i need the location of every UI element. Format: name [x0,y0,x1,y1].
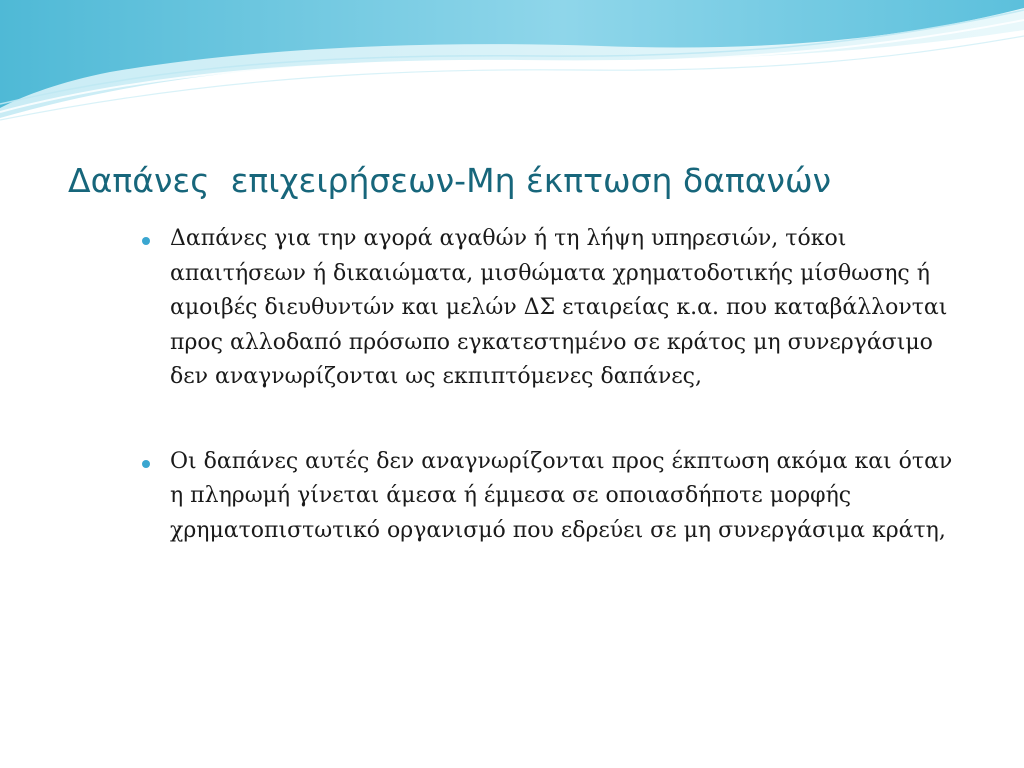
slide-title: Δαπάνες επιχειρήσεων-Μη έκπτωση δαπανών [68,161,832,200]
bullet-dot-icon [142,460,150,468]
bullet-item [140,222,955,395]
bullet-item [140,445,955,549]
bullet-dot-icon [142,237,150,245]
bullet-text: Οι δαπάνες αυτές δεν αναγνωρίζονται προς έκπτωση ακόμα και όταν η πληρωμή γίνεται άμεσα ή έμμεσα σε οποιασδήποτε μορφής χρηματοπιστωτικό οργανισμό που εδρεύει σε μη συνεργάσιμα κράτη, [170,448,953,543]
header-wave-decoration [0,0,1024,130]
bullet-text: Δαπάνες για την αγορά αγαθών ή τη λήψη υπηρεσιών, τόκοι απαιτήσεων ή δικαιώματα, μισθώματα χρηματοδοτικής μίσθωσης ή αμοιβές διευθυντών και μελών ΔΣ εταιρείας κ.α. που καταβάλλονται προς αλλοδαπό πρόσωπο εγκατεστημένο σε κράτος μη συνεργάσιμο δεν αναγνωρίζονται ως εκπιπτόμενες δαπάνες, [170,226,948,389]
bullet-list [140,222,955,548]
